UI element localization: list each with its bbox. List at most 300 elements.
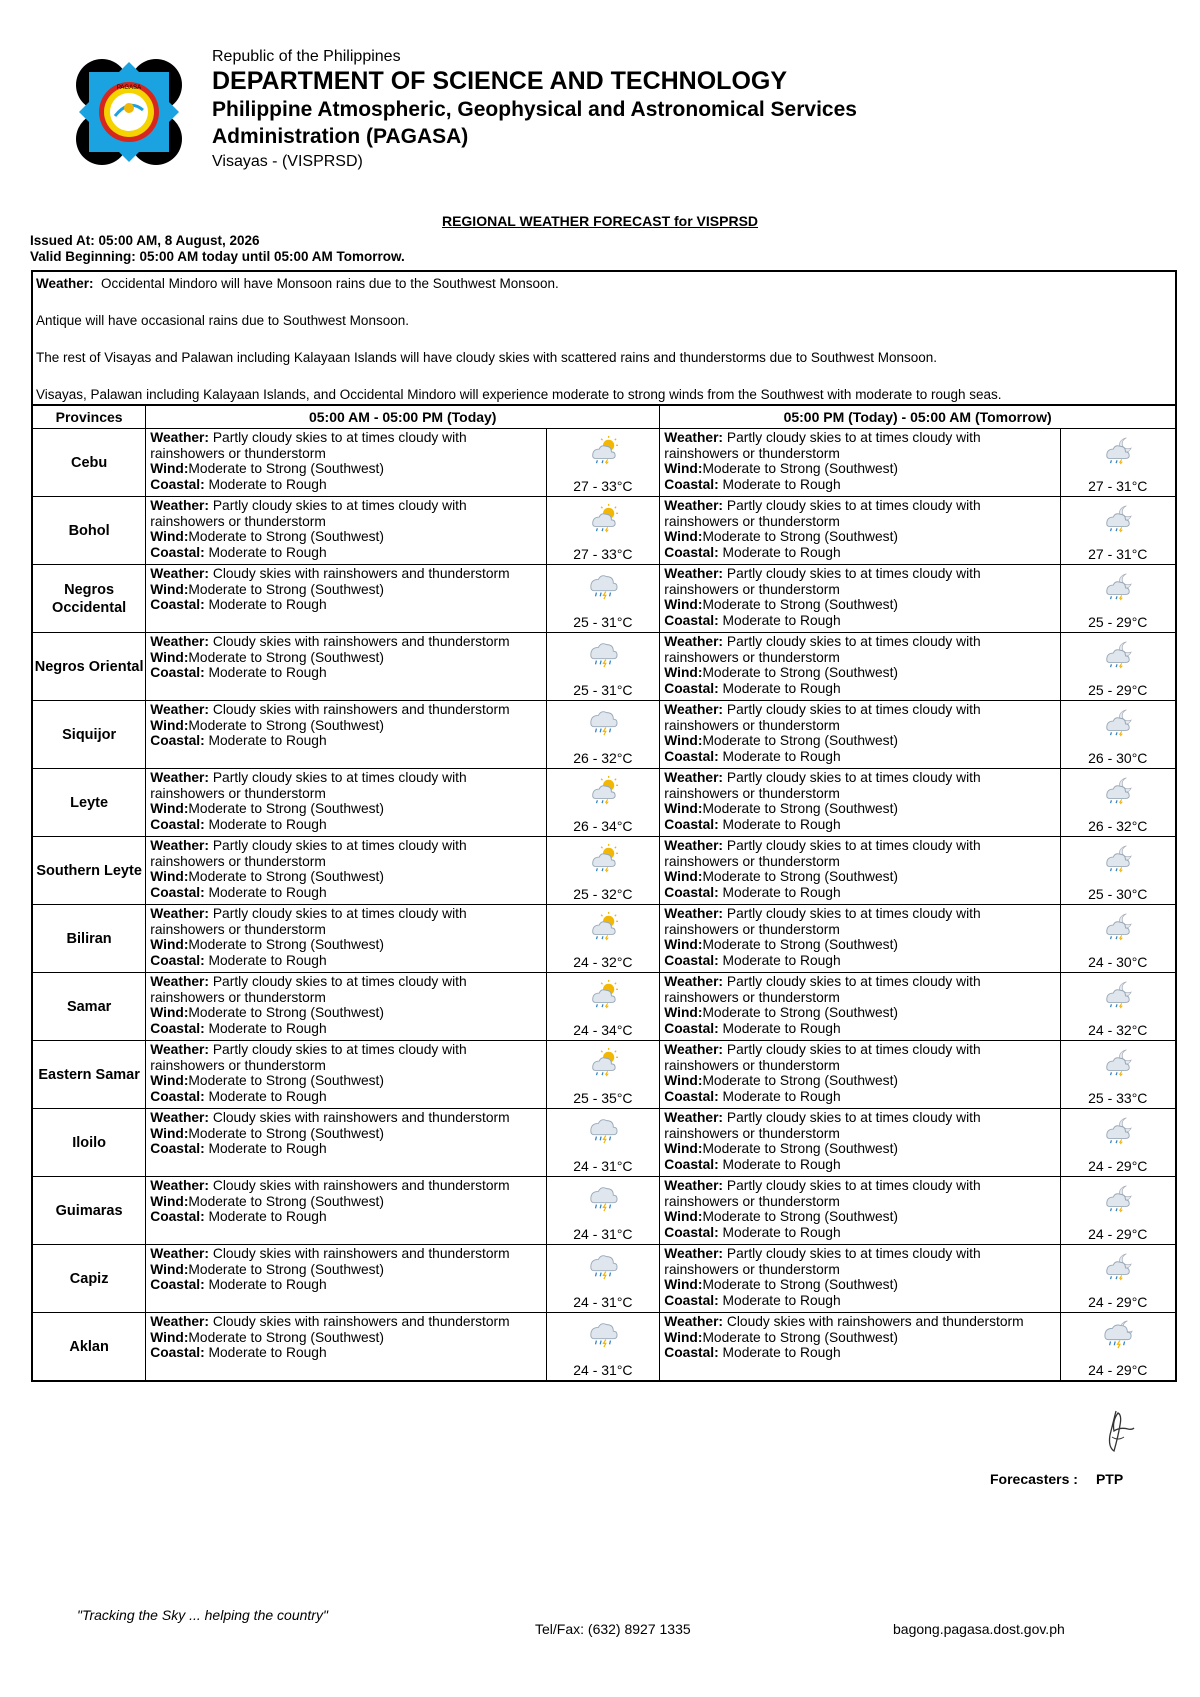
weather-label: Weather: bbox=[664, 566, 724, 581]
wind-label: Wind: bbox=[150, 869, 189, 884]
day-temperature: 25 - 32°C bbox=[573, 886, 633, 902]
night-forecast-text bbox=[660, 973, 1060, 1041]
coastal-label: Coastal: bbox=[664, 1224, 719, 1240]
weather-label: Weather: bbox=[664, 634, 724, 649]
day-forecast-text bbox=[146, 633, 546, 701]
coastal-text: Moderate to Rough bbox=[208, 816, 327, 832]
night-icon-cell bbox=[1060, 769, 1176, 837]
weather-text: Partly cloudy skies to at times cloudy with rainshowers or thunderstorm bbox=[150, 1042, 467, 1073]
day-temperature: 24 - 34°C bbox=[573, 1022, 633, 1038]
day-temperature: 25 - 31°C bbox=[573, 682, 633, 698]
weather-text: Cloudy skies with rainshowers and thunderstorm bbox=[212, 1178, 510, 1193]
night-icon-cell bbox=[1060, 633, 1176, 701]
motto: "Tracking the Sky ... helping the country" bbox=[77, 1607, 328, 1623]
night-forecast-text bbox=[660, 769, 1060, 837]
table-row bbox=[32, 1177, 1176, 1245]
table-row bbox=[32, 1109, 1176, 1177]
wind-label: Wind: bbox=[664, 869, 703, 884]
wind-label: Wind: bbox=[664, 1005, 703, 1020]
weather-text: Cloudy skies with rainshowers and thunderstorm bbox=[212, 1110, 510, 1125]
weather-text: Partly cloudy skies to at times cloudy with rainshowers or thunderstorm bbox=[664, 1178, 981, 1209]
wind-text: Moderate to Strong (Southwest) bbox=[702, 733, 898, 748]
day-temperature: 24 - 31°C bbox=[573, 1362, 633, 1378]
cloud-rain-thunder-icon bbox=[585, 1115, 621, 1145]
partly-cloudy-sun-icon bbox=[585, 503, 621, 533]
wind-label: Wind: bbox=[664, 937, 703, 952]
cloudy-moon-rain-icon bbox=[1100, 979, 1136, 1009]
summary-paragraph-3: The rest of Visayas and Palawan including Kalayaan Islands will have cloudy skies with scattered rains and thunderstorms due to Southwest Monsoon. bbox=[36, 350, 937, 365]
wind-label: Wind: bbox=[664, 665, 703, 680]
night-temperature: 25 - 29°C bbox=[1088, 614, 1148, 630]
wind-text: Moderate to Strong (Southwest) bbox=[702, 1073, 898, 1088]
weather-text: Cloudy skies with rainshowers and thunderstorm bbox=[212, 1314, 510, 1329]
coastal-text: Moderate to Rough bbox=[722, 1292, 841, 1308]
day-temperature: 24 - 32°C bbox=[573, 954, 633, 970]
report-title-wrap bbox=[0, 213, 1200, 229]
table-row bbox=[32, 701, 1176, 769]
day-icon-cell bbox=[546, 1177, 660, 1245]
partly-cloudy-sun-icon bbox=[585, 775, 621, 805]
coastal-text: Moderate to Rough bbox=[722, 952, 841, 968]
province-name: Leyte bbox=[32, 769, 146, 837]
cloudy-moon-rain-icon bbox=[1100, 775, 1136, 805]
day-icon-cell bbox=[546, 1313, 660, 1382]
province-name: Siquijor bbox=[32, 701, 146, 769]
cloudy-moon-rain-icon bbox=[1100, 571, 1136, 601]
weather-label: Weather: bbox=[150, 566, 210, 581]
agency-name-line2: Administration (PAGASA) bbox=[212, 125, 469, 148]
wind-text: Moderate to Strong (Southwest) bbox=[702, 529, 898, 544]
night-icon-cell bbox=[1060, 497, 1176, 565]
coastal-text: Moderate to Rough bbox=[208, 1020, 327, 1036]
day-temperature: 27 - 33°C bbox=[573, 478, 633, 494]
coastal-label: Coastal: bbox=[664, 680, 719, 696]
weather-text: Partly cloudy skies to at times cloudy with rainshowers or thunderstorm bbox=[150, 770, 467, 801]
coastal-label: Coastal: bbox=[664, 1088, 719, 1104]
day-forecast-text bbox=[146, 837, 546, 905]
table-row bbox=[32, 1313, 1176, 1382]
wind-text: Moderate to Strong (Southwest) bbox=[188, 529, 384, 544]
night-icon-cell bbox=[1060, 905, 1176, 973]
summary-paragraph-1: Occidental Mindoro will have Monsoon rains due to the Southwest Monsoon. bbox=[101, 276, 559, 291]
republic-line: Republic of the Philippines bbox=[212, 48, 401, 65]
weather-label: Weather: bbox=[150, 430, 210, 445]
coastal-text: Moderate to Rough bbox=[208, 1209, 327, 1224]
day-temperature: 24 - 31°C bbox=[573, 1294, 633, 1310]
night-temperature: 25 - 29°C bbox=[1088, 682, 1148, 698]
day-icon-cell bbox=[546, 633, 660, 701]
day-temperature: 25 - 31°C bbox=[573, 614, 633, 630]
night-temperature: 26 - 30°C bbox=[1088, 750, 1148, 766]
province-name: Southern Leyte bbox=[32, 837, 146, 905]
day-icon-cell bbox=[546, 1041, 660, 1109]
issued-at: Issued At: 05:00 AM, 8 August, 2026 bbox=[30, 233, 260, 248]
day-forecast-text bbox=[146, 769, 546, 837]
day-temperature: 26 - 34°C bbox=[573, 818, 633, 834]
day-icon-cell bbox=[546, 905, 660, 973]
night-temperature: 27 - 31°C bbox=[1088, 546, 1148, 562]
coastal-label: Coastal: bbox=[150, 816, 205, 832]
letterhead bbox=[212, 48, 857, 173]
coastal-text: Moderate to Rough bbox=[722, 816, 841, 832]
coastal-text: Moderate to Rough bbox=[722, 1224, 841, 1240]
day-forecast-text bbox=[146, 1245, 546, 1313]
cloud-rain-thunder-icon bbox=[585, 1183, 621, 1213]
weather-label: Weather: bbox=[150, 770, 210, 785]
day-temperature: 25 - 35°C bbox=[573, 1090, 633, 1106]
coastal-label: Coastal: bbox=[150, 952, 205, 968]
wind-text: Moderate to Strong (Southwest) bbox=[702, 1141, 898, 1156]
table-header-row bbox=[32, 405, 1176, 429]
night-icon-cell bbox=[1060, 1245, 1176, 1313]
coastal-label: Coastal: bbox=[664, 1020, 719, 1036]
weather-label: Weather: bbox=[664, 1042, 724, 1057]
day-forecast-text bbox=[146, 973, 546, 1041]
weather-label: Weather: bbox=[150, 1042, 210, 1057]
wind-text: Moderate to Strong (Southwest) bbox=[702, 1005, 898, 1020]
weather-label: Weather: bbox=[664, 1110, 724, 1125]
wind-text: Moderate to Strong (Southwest) bbox=[702, 665, 898, 680]
night-temperature: 24 - 30°C bbox=[1088, 954, 1148, 970]
weather-label: Weather: bbox=[664, 498, 724, 513]
province-name: Guimaras bbox=[32, 1177, 146, 1245]
day-temperature: 24 - 31°C bbox=[573, 1158, 633, 1174]
wind-text: Moderate to Strong (Southwest) bbox=[188, 1125, 384, 1141]
svg-text:PAGASA: PAGASA bbox=[116, 85, 142, 91]
weather-label: Weather: bbox=[664, 1314, 724, 1329]
cloudy-moon-rain-icon bbox=[1100, 435, 1136, 465]
weather-text: Partly cloudy skies to at times cloudy with rainshowers or thunderstorm bbox=[150, 498, 467, 529]
province-name: Negros Occidental bbox=[32, 565, 146, 633]
coastal-label: Coastal: bbox=[150, 884, 205, 900]
wind-text: Moderate to Strong (Southwest) bbox=[702, 1209, 898, 1224]
night-forecast-text bbox=[660, 1177, 1060, 1245]
col-tonight: 05:00 PM (Today) - 05:00 AM (Tomorrow) bbox=[660, 405, 1176, 429]
partly-cloudy-sun-icon bbox=[585, 1047, 621, 1077]
coastal-text: Moderate to Rough bbox=[722, 1156, 841, 1172]
weather-label: Weather: bbox=[150, 634, 210, 649]
weather-text: Cloudy skies with rainshowers and thunderstorm bbox=[212, 566, 510, 581]
coastal-label: Coastal: bbox=[150, 733, 205, 748]
weather-label: Weather: bbox=[664, 838, 724, 853]
wind-text: Moderate to Strong (Southwest) bbox=[702, 1277, 898, 1292]
night-forecast-text bbox=[660, 497, 1060, 565]
table-row bbox=[32, 497, 1176, 565]
weather-label: Weather: bbox=[664, 906, 724, 921]
coastal-text: Moderate to Rough bbox=[722, 748, 841, 764]
partly-cloudy-sun-icon bbox=[585, 843, 621, 873]
cloudy-moon-rain-icon bbox=[1100, 503, 1136, 533]
coastal-label: Coastal: bbox=[150, 597, 205, 612]
weather-text: Partly cloudy skies to at times cloudy with rainshowers or thunderstorm bbox=[664, 906, 981, 937]
table-row bbox=[32, 429, 1176, 497]
wind-label: Wind: bbox=[664, 1329, 703, 1345]
day-forecast-text bbox=[146, 1313, 546, 1382]
coastal-text: Moderate to Rough bbox=[208, 1277, 327, 1292]
table-row bbox=[32, 837, 1176, 905]
wind-text: Moderate to Strong (Southwest) bbox=[702, 869, 898, 884]
website: bagong.pagasa.dost.gov.ph bbox=[893, 1621, 1065, 1637]
wind-text: Moderate to Strong (Southwest) bbox=[702, 461, 898, 476]
wind-label: Wind: bbox=[150, 1193, 189, 1209]
table-row bbox=[32, 905, 1176, 973]
table-row bbox=[32, 565, 1176, 633]
day-forecast-text bbox=[146, 1109, 546, 1177]
coastal-text: Moderate to Rough bbox=[208, 884, 327, 900]
valid-beginning: Valid Beginning: 05:00 AM today until 05:00 AM Tomorrow. bbox=[30, 249, 405, 264]
forecasters bbox=[990, 1471, 1123, 1487]
coastal-label: Coastal: bbox=[664, 884, 719, 900]
province-name: Aklan bbox=[32, 1313, 146, 1382]
wind-text: Moderate to Strong (Southwest) bbox=[188, 1329, 384, 1345]
coastal-text: Moderate to Rough bbox=[208, 1141, 327, 1156]
weather-text: Partly cloudy skies to at times cloudy with rainshowers or thunderstorm bbox=[664, 498, 981, 529]
day-icon-cell bbox=[546, 497, 660, 565]
table-row bbox=[32, 973, 1176, 1041]
col-today: 05:00 AM - 05:00 PM (Today) bbox=[146, 405, 660, 429]
night-icon-cell bbox=[1060, 1177, 1176, 1245]
weather-text: Cloudy skies with rainshowers and thunderstorm bbox=[726, 1314, 1024, 1329]
cloud-moon-thunder-icon bbox=[1100, 1319, 1136, 1349]
night-icon-cell bbox=[1060, 837, 1176, 905]
wind-label: Wind: bbox=[150, 581, 189, 597]
day-forecast-text bbox=[146, 497, 546, 565]
coastal-label: Coastal: bbox=[664, 952, 719, 968]
coastal-label: Coastal: bbox=[664, 1345, 719, 1360]
wind-text: Moderate to Strong (Southwest) bbox=[188, 649, 384, 665]
day-icon-cell bbox=[546, 1109, 660, 1177]
day-icon-cell bbox=[546, 973, 660, 1041]
coastal-label: Coastal: bbox=[664, 1292, 719, 1308]
night-forecast-text bbox=[660, 1041, 1060, 1109]
cloudy-moon-rain-icon bbox=[1100, 1183, 1136, 1213]
weather-label: Weather: bbox=[664, 974, 724, 989]
cloud-rain-thunder-icon bbox=[585, 1251, 621, 1281]
night-temperature: 25 - 33°C bbox=[1088, 1090, 1148, 1106]
coastal-text: Moderate to Rough bbox=[208, 1345, 327, 1360]
night-temperature: 26 - 32°C bbox=[1088, 818, 1148, 834]
summary-paragraph-4: Visayas, Palawan including Kalayaan Islands, and Occidental Mindoro will experience moderate to strong winds from the Southwest with moderate to rough seas. bbox=[36, 387, 1002, 402]
night-forecast-text bbox=[660, 633, 1060, 701]
coastal-text: Moderate to Rough bbox=[722, 680, 841, 696]
coastal-text: Moderate to Rough bbox=[722, 612, 841, 628]
wind-label: Wind: bbox=[664, 1073, 703, 1088]
province-name: Eastern Samar bbox=[32, 1041, 146, 1109]
wind-text: Moderate to Strong (Southwest) bbox=[702, 937, 898, 952]
day-forecast-text bbox=[146, 429, 546, 497]
weather-label: Weather: bbox=[150, 906, 210, 921]
dost-pagasa-logo bbox=[75, 58, 183, 166]
coastal-text: Moderate to Rough bbox=[722, 476, 841, 492]
coastal-text: Moderate to Rough bbox=[722, 1088, 841, 1104]
weather-label: Weather: bbox=[150, 1178, 210, 1193]
day-icon-cell bbox=[546, 429, 660, 497]
day-forecast-text bbox=[146, 565, 546, 633]
wind-label: Wind: bbox=[664, 801, 703, 816]
night-icon-cell bbox=[1060, 1041, 1176, 1109]
weather-label: Weather: bbox=[664, 770, 724, 785]
coastal-label: Coastal: bbox=[150, 665, 205, 680]
coastal-label: Coastal: bbox=[664, 1156, 719, 1172]
coastal-label: Coastal: bbox=[664, 544, 719, 560]
weather-label: Weather: bbox=[664, 1246, 724, 1261]
night-temperature: 24 - 29°C bbox=[1088, 1158, 1148, 1174]
report-title: REGIONAL WEATHER FORECAST for VISPRSD bbox=[441, 213, 759, 229]
wind-label: Wind: bbox=[664, 1209, 703, 1224]
coastal-label: Coastal: bbox=[150, 1088, 205, 1104]
day-icon-cell bbox=[546, 837, 660, 905]
coastal-label: Coastal: bbox=[150, 1209, 205, 1224]
table-row bbox=[32, 769, 1176, 837]
coastal-text: Moderate to Rough bbox=[208, 1088, 327, 1104]
province-name: Capiz bbox=[32, 1245, 146, 1313]
weather-text: Partly cloudy skies to at times cloudy with rainshowers or thunderstorm bbox=[664, 430, 981, 461]
wind-text: Moderate to Strong (Southwest) bbox=[188, 1073, 384, 1088]
weather-label: Weather: bbox=[150, 974, 210, 989]
day-forecast-text bbox=[146, 1177, 546, 1245]
coastal-text: Moderate to Rough bbox=[208, 665, 327, 680]
weather-text: Partly cloudy skies to at times cloudy with rainshowers or thunderstorm bbox=[150, 974, 467, 1005]
night-icon-cell bbox=[1060, 565, 1176, 633]
day-temperature: 26 - 32°C bbox=[573, 750, 633, 766]
night-temperature: 24 - 29°C bbox=[1088, 1294, 1148, 1310]
province-name: Iloilo bbox=[32, 1109, 146, 1177]
wind-text: Moderate to Strong (Southwest) bbox=[188, 937, 384, 952]
weather-label: Weather: bbox=[150, 498, 210, 513]
night-forecast-text bbox=[660, 905, 1060, 973]
wind-label: Wind: bbox=[150, 1005, 189, 1020]
day-forecast-text bbox=[146, 701, 546, 769]
wind-text: Moderate to Strong (Southwest) bbox=[188, 581, 384, 597]
weather-label: Weather: bbox=[664, 430, 724, 445]
wind-text: Moderate to Strong (Southwest) bbox=[702, 801, 898, 816]
coastal-text: Moderate to Rough bbox=[208, 733, 327, 748]
wind-label: Wind: bbox=[150, 1073, 189, 1088]
weather-text: Partly cloudy skies to at times cloudy with rainshowers or thunderstorm bbox=[664, 1110, 981, 1141]
weather-text: Partly cloudy skies to at times cloudy with rainshowers or thunderstorm bbox=[150, 906, 467, 937]
night-icon-cell bbox=[1060, 429, 1176, 497]
weather-text: Partly cloudy skies to at times cloudy with rainshowers or thunderstorm bbox=[664, 838, 981, 869]
night-forecast-text bbox=[660, 1245, 1060, 1313]
weather-summary bbox=[31, 270, 1177, 404]
coastal-text: Moderate to Rough bbox=[208, 952, 327, 968]
day-icon-cell bbox=[546, 1245, 660, 1313]
province-name: Biliran bbox=[32, 905, 146, 973]
wind-label: Wind: bbox=[150, 717, 189, 733]
weather-text: Partly cloudy skies to at times cloudy with rainshowers or thunderstorm bbox=[664, 1246, 981, 1277]
issue-info bbox=[30, 233, 405, 265]
forecasters-value: PTP bbox=[1095, 1471, 1124, 1487]
coastal-text: Moderate to Rough bbox=[208, 597, 327, 612]
cloud-rain-thunder-icon bbox=[585, 571, 621, 601]
department-name: DEPARTMENT OF SCIENCE AND TECHNOLOGY bbox=[212, 67, 788, 95]
summary-label: Weather: bbox=[36, 276, 94, 291]
night-temperature: 24 - 29°C bbox=[1088, 1362, 1148, 1378]
wind-label: Wind: bbox=[664, 1141, 703, 1156]
wind-label: Wind: bbox=[664, 529, 703, 544]
weather-text: Partly cloudy skies to at times cloudy with rainshowers or thunderstorm bbox=[150, 430, 467, 461]
coastal-label: Coastal: bbox=[664, 816, 719, 832]
weather-label: Weather: bbox=[664, 702, 724, 717]
coastal-label: Coastal: bbox=[150, 1020, 205, 1036]
cloud-rain-thunder-icon bbox=[585, 707, 621, 737]
night-icon-cell bbox=[1060, 1109, 1176, 1177]
wind-label: Wind: bbox=[150, 937, 189, 952]
province-name: Negros Oriental bbox=[32, 633, 146, 701]
wind-text: Moderate to Strong (Southwest) bbox=[702, 597, 898, 612]
coastal-label: Coastal: bbox=[664, 612, 719, 628]
weather-text: Partly cloudy skies to at times cloudy with rainshowers or thunderstorm bbox=[150, 838, 467, 869]
weather-text: Cloudy skies with rainshowers and thunderstorm bbox=[212, 1246, 510, 1261]
wind-label: Wind: bbox=[150, 529, 189, 544]
cloudy-moon-rain-icon bbox=[1100, 1115, 1136, 1145]
coastal-text: Moderate to Rough bbox=[722, 884, 841, 900]
wind-text: Moderate to Strong (Southwest) bbox=[188, 801, 384, 816]
province-name: Cebu bbox=[32, 429, 146, 497]
wind-label: Wind: bbox=[150, 1329, 189, 1345]
weather-text: Partly cloudy skies to at times cloudy with rainshowers or thunderstorm bbox=[664, 634, 981, 665]
night-forecast-text bbox=[660, 1313, 1060, 1382]
coastal-text: Moderate to Rough bbox=[208, 544, 327, 560]
day-icon-cell bbox=[546, 565, 660, 633]
coastal-label: Coastal: bbox=[150, 544, 205, 560]
wind-label: Wind: bbox=[664, 733, 703, 748]
wind-label: Wind: bbox=[664, 461, 703, 476]
night-temperature: 24 - 29°C bbox=[1088, 1226, 1148, 1242]
coastal-label: Coastal: bbox=[150, 1141, 205, 1156]
wind-label: Wind: bbox=[150, 1125, 189, 1141]
table-row bbox=[32, 1041, 1176, 1109]
coastal-label: Coastal: bbox=[150, 476, 205, 492]
coastal-text: Moderate to Rough bbox=[722, 1345, 841, 1360]
tel-fax: Tel/Fax: (632) 8927 1335 bbox=[535, 1621, 691, 1637]
wind-text: Moderate to Strong (Southwest) bbox=[188, 1005, 384, 1020]
wind-text: Moderate to Strong (Southwest) bbox=[188, 1193, 384, 1209]
cloudy-moon-rain-icon bbox=[1100, 707, 1136, 737]
weather-text: Partly cloudy skies to at times cloudy with rainshowers or thunderstorm bbox=[664, 770, 981, 801]
weather-text: Partly cloudy skies to at times cloudy with rainshowers or thunderstorm bbox=[664, 566, 981, 597]
cloudy-moon-rain-icon bbox=[1100, 911, 1136, 941]
coastal-label: Coastal: bbox=[150, 1345, 205, 1360]
day-icon-cell bbox=[546, 769, 660, 837]
weather-label: Weather: bbox=[150, 1314, 210, 1329]
night-temperature: 25 - 30°C bbox=[1088, 886, 1148, 902]
table-row bbox=[32, 633, 1176, 701]
province-name: Samar bbox=[32, 973, 146, 1041]
forecasters-label: Forecasters : bbox=[990, 1471, 1078, 1487]
wind-label: Wind: bbox=[150, 801, 189, 816]
coastal-text: Moderate to Rough bbox=[722, 1020, 841, 1036]
day-forecast-text bbox=[146, 1041, 546, 1109]
night-forecast-text bbox=[660, 1109, 1060, 1177]
night-temperature: 27 - 31°C bbox=[1088, 478, 1148, 494]
night-icon-cell bbox=[1060, 1313, 1176, 1382]
wind-text: Moderate to Strong (Southwest) bbox=[188, 717, 384, 733]
weather-text: Cloudy skies with rainshowers and thunderstorm bbox=[212, 702, 510, 717]
partly-cloudy-sun-icon bbox=[585, 911, 621, 941]
weather-label: Weather: bbox=[150, 838, 210, 853]
day-temperature: 24 - 31°C bbox=[573, 1226, 633, 1242]
wind-text: Moderate to Strong (Southwest) bbox=[188, 461, 384, 476]
weather-text: Partly cloudy skies to at times cloudy with rainshowers or thunderstorm bbox=[664, 1042, 981, 1073]
forecast-rows bbox=[32, 429, 1176, 1382]
day-temperature: 27 - 33°C bbox=[573, 546, 633, 562]
coastal-label: Coastal: bbox=[150, 1277, 205, 1292]
weather-text: Cloudy skies with rainshowers and thunderstorm bbox=[212, 634, 510, 649]
wind-label: Wind: bbox=[150, 461, 189, 476]
wind-label: Wind: bbox=[150, 649, 189, 665]
night-icon-cell bbox=[1060, 701, 1176, 769]
